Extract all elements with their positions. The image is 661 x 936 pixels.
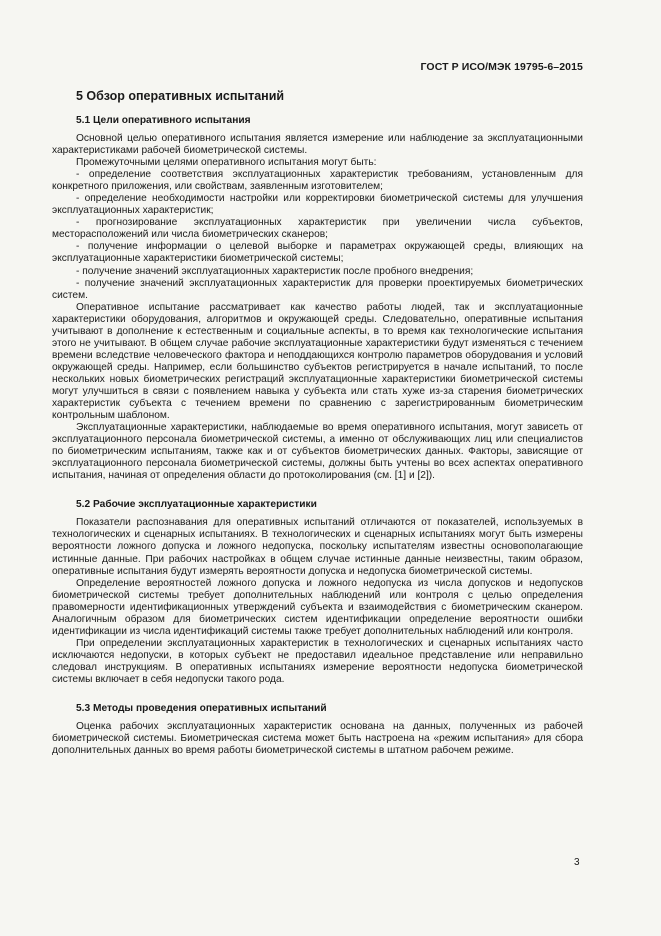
list-item: - определение необходимости настройки или корректировки биометрической системы для улучшения эксплуатационных характеристик;: [52, 193, 583, 217]
paragraph: Основной целью оперативного испытания является измерение или наблюдение за эксплуатационными характеристиками рабочей биометрической системы.: [52, 133, 583, 157]
list-item: - получение информации о целевой выборке и параметрах окружающей среды, влияющих на эксплуатационные характеристики биометрической системы;: [52, 241, 583, 265]
subsection-title-5-2: 5.2 Рабочие эксплуатационные характеристики: [76, 499, 317, 511]
paragraph: Эксплуатационные характеристики, наблюдаемые во время оперативного испытания, могут зависеть от эксплуатационного персонала биометрической системы, а именно от обслуживающих лиц или специалистов по биометрическим испытаниям, также как и от субъектов биометрических данных. Факторы, зависящие от эксплуатационного персонала биометрической системы, должны быть учтены во всех аспектах оперативного испытания, начиная от определения области до протоколирования (см. [1] и [2]).: [52, 422, 583, 482]
list-item: - прогнозирование эксплуатационных характеристик при увеличении числа субъектов, месторасположений или числа биометрических сканеров;: [52, 217, 583, 241]
standard-header: ГОСТ Р ИСО/МЭК 19795-6–2015: [420, 61, 583, 73]
list-item: - определение соответствия эксплуатационных характеристик требованиям, установленным для конкретного приложения, или свойствам, заявленным изготовителем;: [52, 169, 583, 193]
paragraph: Оценка рабочих эксплуатационных характеристик основана на данных, полученных из рабочей биометрической системы. Биометрическая система может быть настроена на «режим испытания» для сбора дополнительных данных во время работы биометрической системы в штатном рабочем режиме.: [52, 721, 583, 757]
paragraph: Промежуточными целями оперативного испытания могут быть:: [76, 157, 377, 169]
list-item: - получение значений эксплуатационных характеристик для проверки проектируемых биометрических систем.: [52, 277, 583, 301]
subsection-title-5-1: 5.1 Цели оперативного испытания: [76, 115, 251, 126]
paragraph: Определение вероятностей ложного допуска и ложного недопуска из числа допусков и недопусков биометрической системы требует дополнительных наблюдений или контроля с целью определения правомерности идентификационных утверждений субъекта и взаимодействия с биометрическим сканером. Аналогичным образом для биометрических систем идентификации определение вероятности ошибки идентификации из числа идентификаций системы также требует дополнительных наблюдений или контроля.: [52, 577, 583, 637]
document-body: [52, 88, 583, 757]
paragraph: Показатели распознавания для оперативных испытаний отличаются от показателей, используемых в технологических и сценарных испытаниях. В технологических и сценарных испытаниях могут быть измерены вероятности ложного допуска и ложного недопуска, поскольку испытателям известны основополагающие истинные данные. При рабочих настройках в общем случае истинные данные неизвестны, таким образом, оперативные испытания будут измерять вероятности допуска и недопуска биометрической системы.: [52, 517, 583, 577]
section-title: 5 Обзор оперативных испытаний: [76, 89, 285, 103]
page-number: 3: [574, 857, 580, 868]
paragraph: Оперативное испытание рассматривает как качество работы людей, так и эксплуатационные характеристики оборудования, алгоритмов и окружающей среды. Следовательно, оперативные испытания учитывают в дополнение к естественным и социальные аспекты, в то время как технологические испытания этого не учитывают. В общем случае рабочие эксплуатационные характеристики будут изменяться с течением времени вследствие человеческого фактора и неподдающихся контролю параметров оборудования и условий окружающей среды. Например, если большинство субъектов регистрируется в начале испытаний, то после нескольких новых биометрических регистраций эксплуатационные характеристики биометрической системы могут улучшиться в связи с появлением навыка у субъекта или стать хуже из-за старения биометрических характеристик субъекта с течением времени по сравнению с зарегистрированным биометрическим контрольным шаблоном.: [52, 301, 583, 422]
subsection-title-5-3: 5.3 Методы проведения оперативных испытаний: [76, 703, 327, 715]
list-item: - получение значений эксплуатационных характеристик после пробного внедрения;: [76, 265, 474, 277]
paragraph: При определении эксплуатационных характеристик в технологических и сценарных испытаниях часто исключаются недопуски, в которых субъект не предоставил идеальное представление или неправильно следовал инструкциям. В оперативных испытаниях измерение вероятности недопуска биометрической системы включает в себя недопуски такого рода.: [52, 637, 583, 685]
